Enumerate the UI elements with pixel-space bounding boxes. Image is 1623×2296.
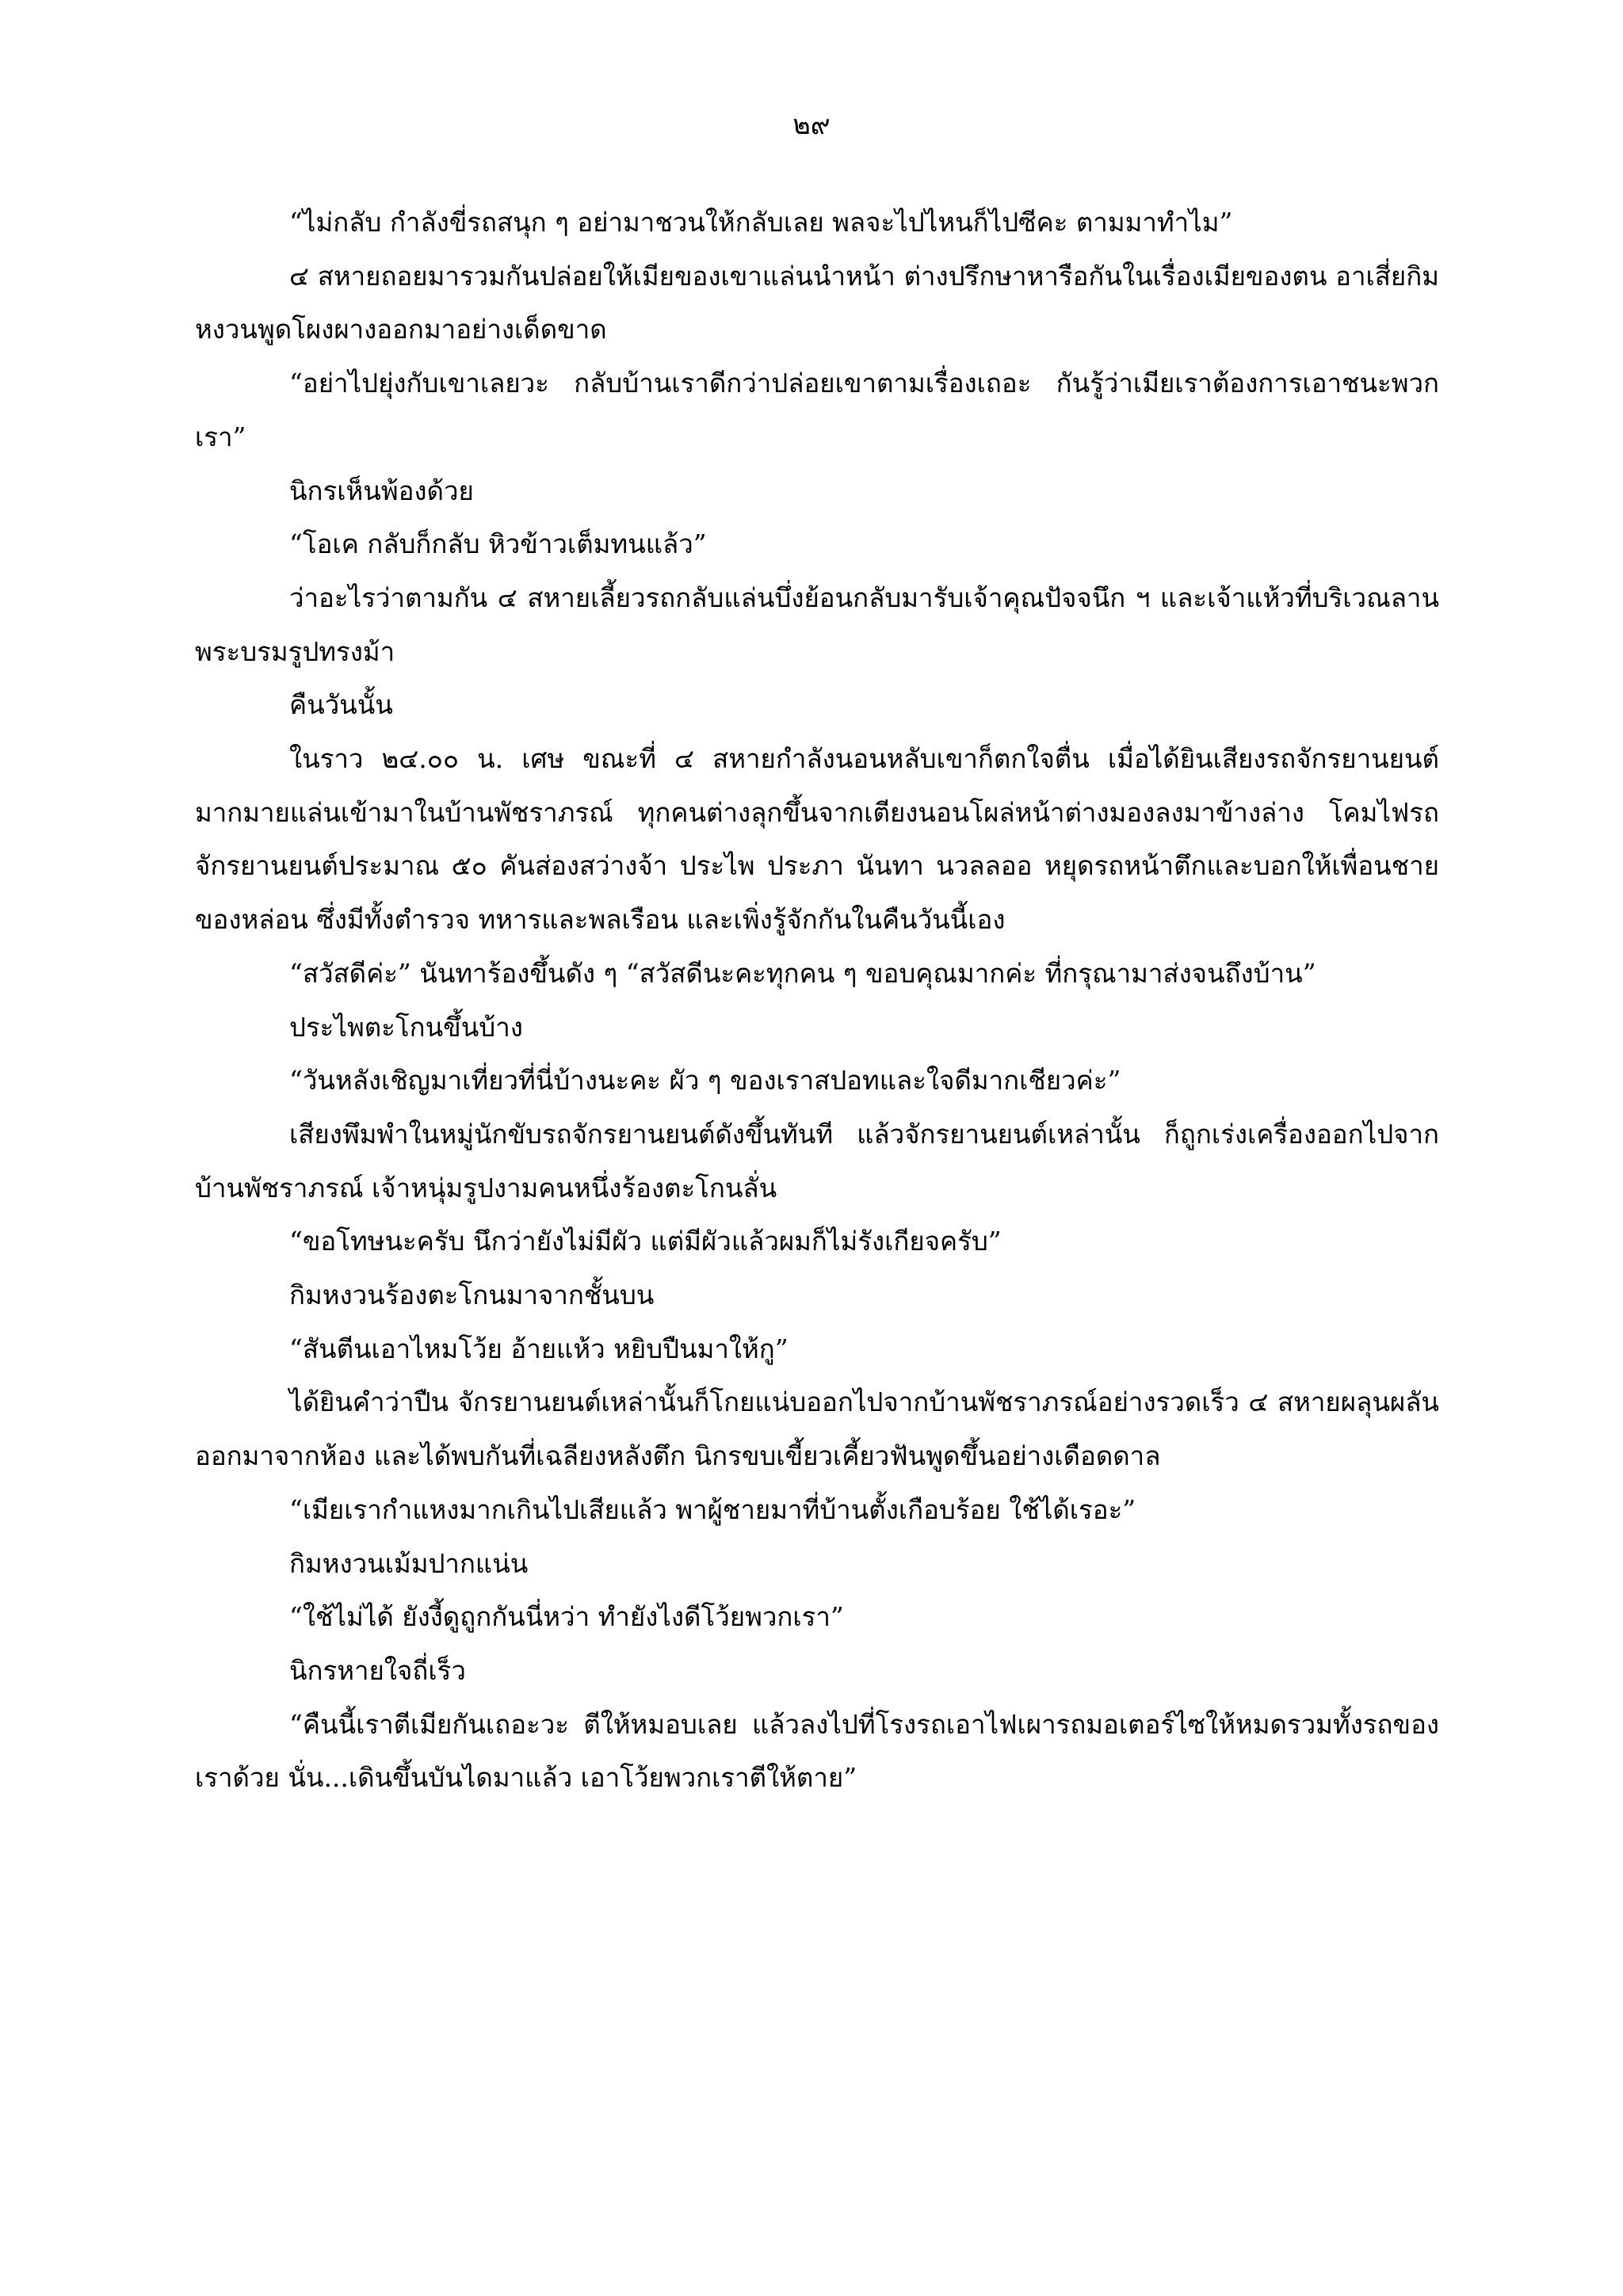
paragraph: “ขอโทษนะครับ นึกว่ายังไม่มีผัว แต่มีผัวแล้วผมก็ไม่รังเกียจครับ” (289, 1226, 1002, 1257)
paragraph: “อย่าไปยุ่งกับเขาเลยวะ กลับบ้านเราดีกว่าปล่อยเขาตามเรื่องเถอะ กันรู้ว่าเมียเราต้องการเอาชนะพวกเรา” (195, 368, 1439, 452)
paragraph: “สวัสดีค่ะ” นันทาร้องขึ้นดัง ๆ “สวัสดีนะคะทุกคน ๆ ขอบคุณมากค่ะ ที่กรุณามาส่งจนถึงบ้าน” (289, 957, 1316, 989)
paragraph: “ใช้ไม่ได้ ยังงี้ดูถูกกันนี่หว่า ทำยังไงดีโว้ยพวกเรา” (289, 1601, 844, 1633)
paragraph: คืนวันนั้น (289, 689, 393, 721)
paragraph: กิมหงวนเม้มปากแน่น (289, 1547, 529, 1579)
paragraph: ๔ สหายถอยมารวมกันปล่อยให้เมียของเขาแล่นนำหน้า ต่างปรึกษาหารือกันในเรื่องเมียของตน อาเสี่ยกิมหงวนพูดโผงผางออกมาอย่างเด็ดขาด (195, 260, 1439, 345)
paragraph: “ไม่กลับ กำลังขี่รถสนุก ๆ อย่ามาชวนให้กลับเลย พลจะไปไหนก็ไปซีคะ ตามมาทำไม” (289, 207, 1233, 238)
page-number: ๒๙ (792, 109, 831, 141)
paragraph: ได้ยินคำว่าปืน จักรยานยนต์เหล่านั้นก็โกยแน่บออกไปจากบ้านพัชราภรณ์อย่างรวดเร็ว ๔ สหายผลุนผลันออกมาจากห้อง และได้พบกันที่เฉลียงหลังตึก นิกรขบเขี้ยวเคี้ยวฟันพูดขึ้นอย่างเดือดดาล (195, 1386, 1439, 1472)
paragraph: “วันหลังเชิญมาเที่ยวที่นี่บ้างนะคะ ผัว ๆ ของเราสปอทและใจดีมากเชียวค่ะ” (289, 1065, 1121, 1097)
paragraph: เสียงพึมพำในหมู่นักขับรถจักรยานยนต์ดังขึ้นทันที แล้วจักรยานยนต์เหล่านั้น ก็ถูกเร่งเครื่องออกไปจากบ้านพัชราภรณ์ เจ้าหนุ่มรูปงามคนหนึ่งร้องตะโกนลั่น (195, 1118, 1439, 1203)
paragraph: “คืนนี้เราตีเมียกันเถอะวะ ตีให้หมอบเลย แล้วลงไปที่โรงรถเอาไฟเผารถมอเตอร์ไซให้หมดรวมทั้งรถของเราด้วย นั่น...เดินขึ้นบันไดมาแล้ว เอาโว้ยพวกเราตีให้ตาย” (195, 1708, 1439, 1794)
paragraph: “โอเค กลับก็กลับ หิวข้าวเต็มทนแล้ว” (289, 528, 707, 560)
paragraph: ในราว ๒๔.๐๐ น. เศษ ขณะที่ ๔ สหายกำลังนอนหลับเขาก็ตกใจตื่น เมื่อได้ยินเสียงรถจักรยานยนต์มากมายแล่นเข้ามาในบ้านพัชราภรณ์ ทุกคนต่างลุกขึ้นจากเตียงนอนโผล่หน้าต่างมองลงมาข้างล่าง โคมไฟรถจักรยานยนต์ประมาณ ๕๐ คันส่องสว่างจ้า ประไพ ประภา นันทา นวลลออ หยุดรถหน้าตึกและบอกให้เพื่อนชายของหล่อน ซึ่งมีทั้งตำรวจ ทหารและพลเรือน และเพิ่งรู้จักกันในคืนวันนี้เอง (195, 743, 1439, 936)
paragraph: นิกรเห็นพ้องด้วย (289, 475, 474, 506)
paragraph: นิกรหายใจถี่เร็ว (289, 1654, 466, 1686)
paragraph: “เมียเรากำแหงมากเกินไปเสียแล้ว พาผู้ชายมาที่บ้านตั้งเกือบร้อย ใช้ได้เรอะ” (289, 1493, 1136, 1525)
paragraph: ว่าอะไรว่าตามกัน ๔ สหายเลี้ยวรถกลับแล่นบึ่งย้อนกลับมารับเจ้าคุณปัจจนึก ฯ และเจ้าแห้วที่บริเวณลานพระบรมรูปทรงม้า (195, 582, 1439, 667)
paragraph: “สันตีนเอาไหมโว้ย อ้ายแห้ว หยิบปืนมาให้กู” (289, 1333, 789, 1364)
paragraph: ประไพตะโกนขึ้นบ้าง (289, 1011, 523, 1043)
paragraph: กิมหงวนร้องตะโกนมาจากชั้นบน (289, 1280, 655, 1311)
body-text (195, 196, 1439, 1805)
